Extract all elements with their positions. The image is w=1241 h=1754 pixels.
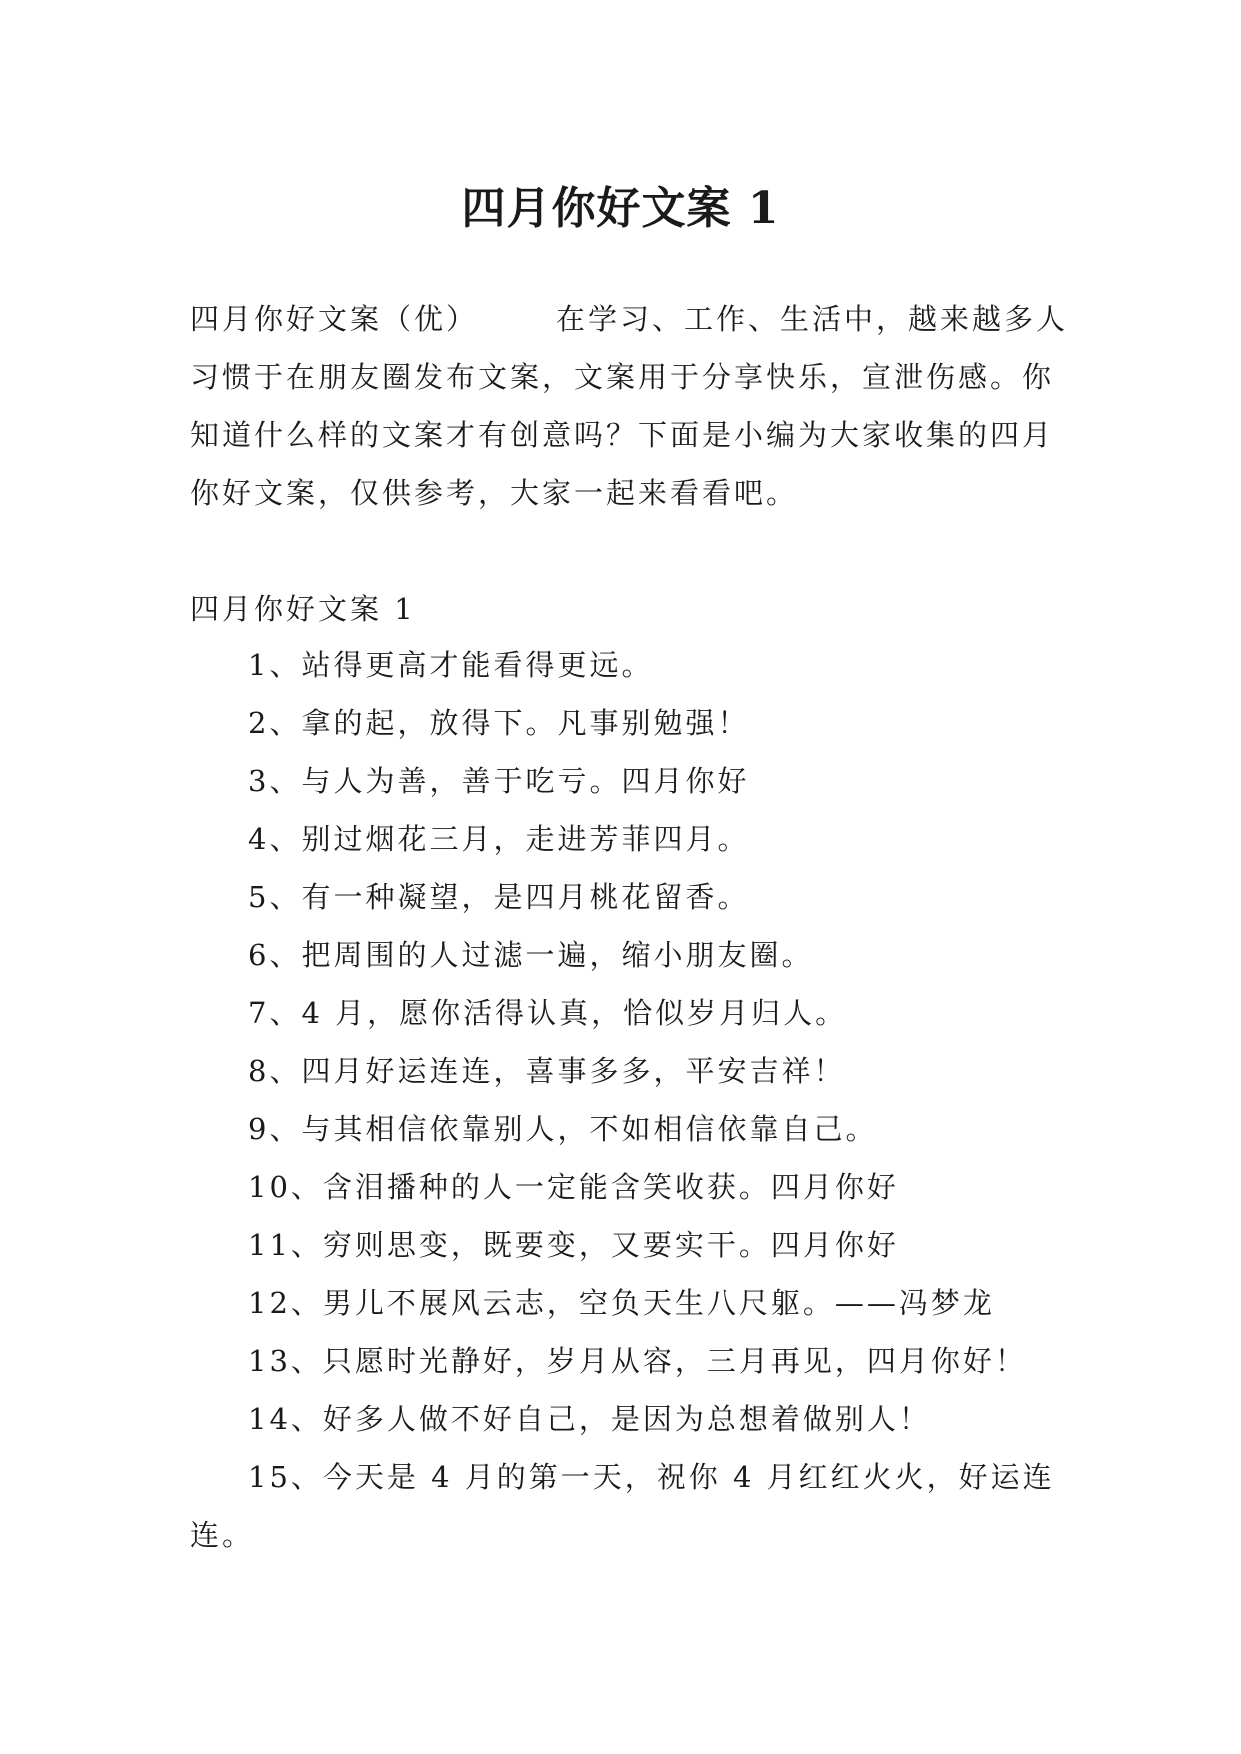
list-item: 15、今天是 4 月的第一天，祝你 4 月红红火火，好运连连。 [190,1460,1055,1552]
list-item: 6、把周围的人过滤一遍，缩小朋友圈。 [248,938,814,972]
list-item: 1、站得更高才能看得更远。 [248,648,654,682]
document-title: 四月你好文案 1 [461,183,780,235]
list-item: 5、有一种凝望，是四月桃花留香。 [248,880,750,914]
list-item: 13、只愿时光静好，岁月从容，三月再见，四月你好！ [248,1344,1027,1378]
list-item: 7、4 月，愿你活得认真，恰似岁月归人。 [248,996,848,1030]
list-item: 10、含泪播种的人一定能含笑收获。四月你好 [248,1170,899,1204]
list-item: 3、与人为善，善于吃亏。四月你好 [248,764,750,798]
intro-paragraph [190,290,1070,522]
list-item: 2、拿的起，放得下。凡事别勉强！ [248,706,750,740]
list-item: 4、别过烟花三月，走进芳菲四月。 [248,822,750,856]
intro-body: 在学习、工作、生活中，越来越多人习惯于在朋友圈发布文案，文案用于分享快乐，宣泄伤感。你知道什么样的文案才有创意吗？下面是小编为大家收集的四月你好文案，仅供参考，大家一起来看看吧。 [190,302,1069,510]
item-list [190,636,1070,1564]
intro-lead: 四月你好文案（优） [190,302,479,336]
section-heading: 四月你好文案 1 [190,592,416,626]
list-item: 8、四月好运连连，喜事多多，平安吉祥！ [248,1054,846,1088]
list-item: 14、好多人做不好自己，是因为总想着做别人！ [248,1402,931,1436]
list-item: 12、男儿不展风云志，空负天生八尺躯。——冯梦龙 [248,1286,995,1320]
list-item: 11、穷则思变，既要变，又要实干。四月你好 [248,1228,899,1262]
list-item: 9、与其相信依靠别人，不如相信依靠自己。 [248,1112,878,1146]
